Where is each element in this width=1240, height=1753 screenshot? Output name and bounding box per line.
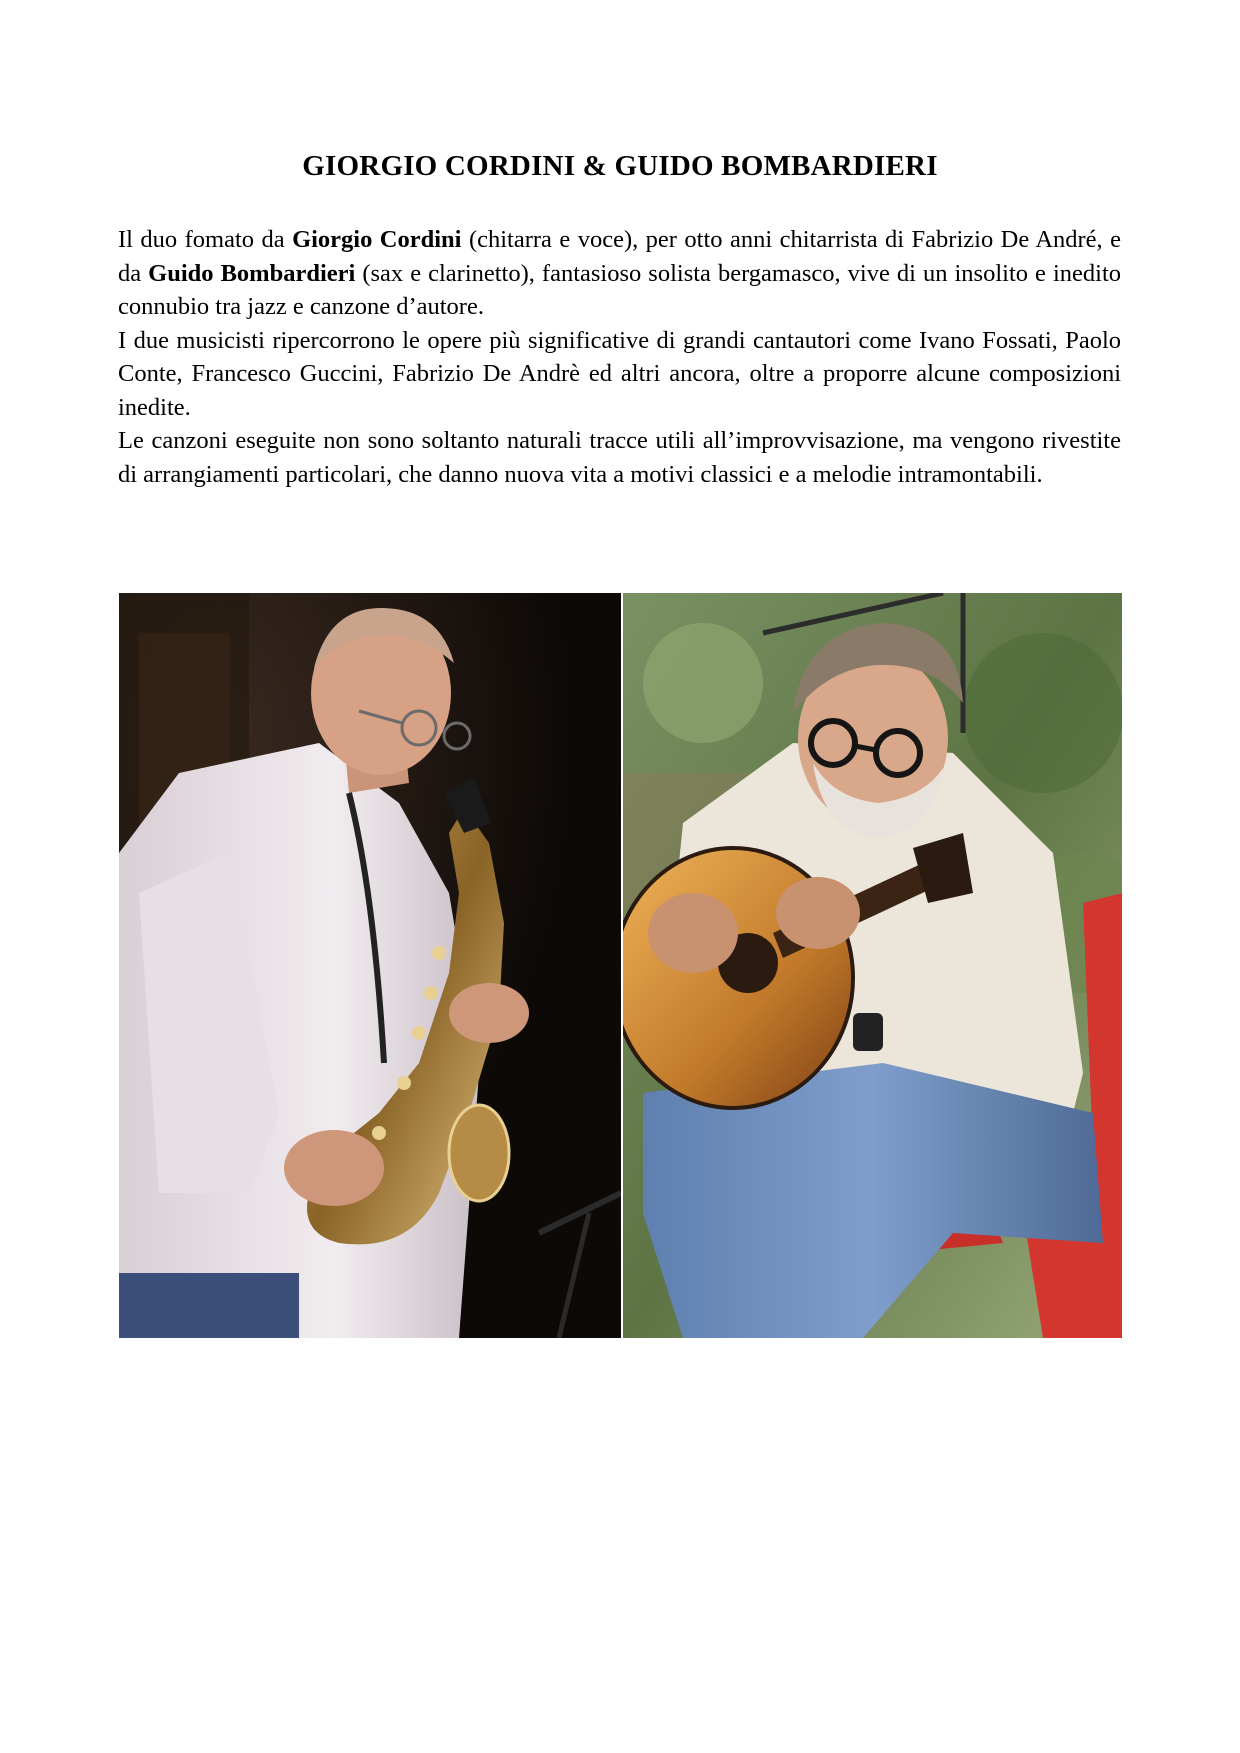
paragraph-2: I due musicisti ripercorrono le opere più significative di grandi cantautori come Ivano Fossati, Paolo Conte, Francesco Guccini, Fabrizio De Andrè ed altri ancora, oltre a proporre alcune composizioni inedite. [118, 326, 1121, 421]
p1-text-3: (sax e clarinetto), fantasioso solista bergamasco, vive di un insolito e inedito connubio tra jazz e canzone d’autore. [118, 259, 1122, 320]
name-giorgio-cordini: Giorgio Cordini [292, 226, 462, 253]
paragraph-3: Le canzoni eseguite non sono soltanto naturali tracce utili all’improvvisazione, ma vengono rivestite di arrangiamenti particolari, che danno nuova vita a motivi classici e a melodie intramontabili. [118, 427, 1121, 488]
p1-text-1: Il duo fomato da [118, 226, 293, 253]
paragraph-1 [118, 223, 1121, 324]
body-text [118, 223, 1121, 491]
page-title: GIORGIO CORDINI & GUIDO BOMBARDIERI [302, 150, 938, 182]
saxophonist-photo [119, 593, 621, 1338]
p1-text-2: (chitarra e voce), per otto anni chitarrista di Fabrizio De André, e da [118, 226, 1121, 287]
photo-collage [119, 593, 1122, 1338]
guitarist-illustration [623, 593, 1122, 1338]
guitarist-photo [623, 593, 1122, 1338]
saxophonist-illustration [119, 593, 621, 1338]
name-guido-bombardieri: Guido Bombardieri [148, 259, 356, 287]
